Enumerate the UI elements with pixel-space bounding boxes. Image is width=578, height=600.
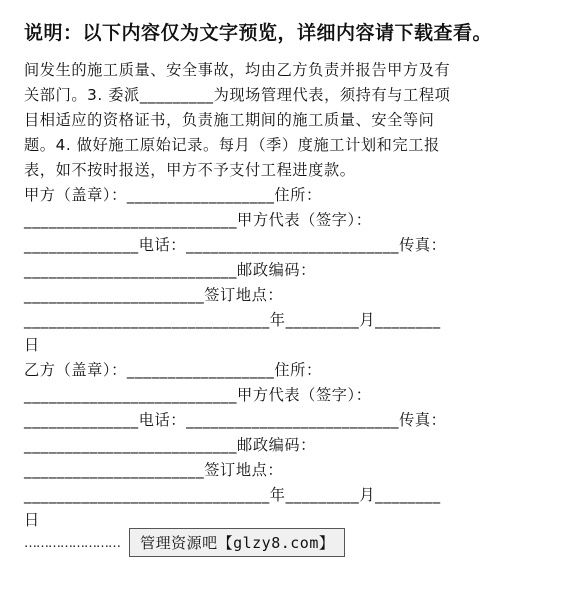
party-a-seal-address-line: 甲方（盖章）：__________________住所： [24, 186, 322, 204]
party-b-signature-block [24, 358, 554, 533]
party-b-signing-place-line: ______________________签订地点： [24, 461, 284, 479]
party-b-phone-fax-line: ______________电话：__________________________传真： [24, 411, 447, 429]
paragraph-line: 表，如不按时报送，甲方不予支付工程进度款。 [24, 161, 356, 179]
paragraph-line: 间发生的施工质量、安全事故，均由乙方负责并报告甲方及有 [24, 61, 451, 79]
party-a-date-day: 日 [24, 336, 40, 354]
party-b-date-day: 日 [24, 511, 40, 529]
party-b-date-line: ______________________________年_________月________ [24, 486, 441, 504]
paragraph-line: 题。4. 做好施工原始记录。每月（季）度施工计划和完工报 [24, 136, 440, 154]
footer [24, 528, 345, 558]
paragraph-line: 关部门。3. 委派_________为现场管理代表，须持有与工程项 [24, 86, 451, 104]
party-b-postcode-line: __________________________邮政编码： [24, 436, 316, 454]
party-a-phone-fax-line: ______________电话：__________________________传真： [24, 236, 447, 254]
party-b-seal-address-line: 乙方（盖章）：__________________住所： [24, 361, 322, 379]
party-a-date-line: ______________________________年_________月________ [24, 311, 441, 329]
party-a-representative-line: __________________________甲方代表（签字）： [24, 211, 372, 229]
document-body [24, 58, 554, 533]
contract-paragraph [24, 58, 554, 183]
paragraph-line: 目相适应的资格证书，负责施工期间的施工质量、安全等问 [24, 111, 435, 129]
dotted-leader: …………………… [24, 536, 120, 551]
preview-notice: 说明：以下内容仅为文字预览，详细内容请下载查看。 [24, 22, 493, 44]
party-a-signature-block [24, 183, 554, 358]
party-a-signing-place-line: ______________________签订地点： [24, 286, 284, 304]
party-a-postcode-line: __________________________邮政编码： [24, 261, 316, 279]
site-link-box[interactable]: 管理资源吧【glzy8.com】 [129, 528, 345, 557]
party-b-representative-line: __________________________甲方代表（签字）： [24, 386, 372, 404]
